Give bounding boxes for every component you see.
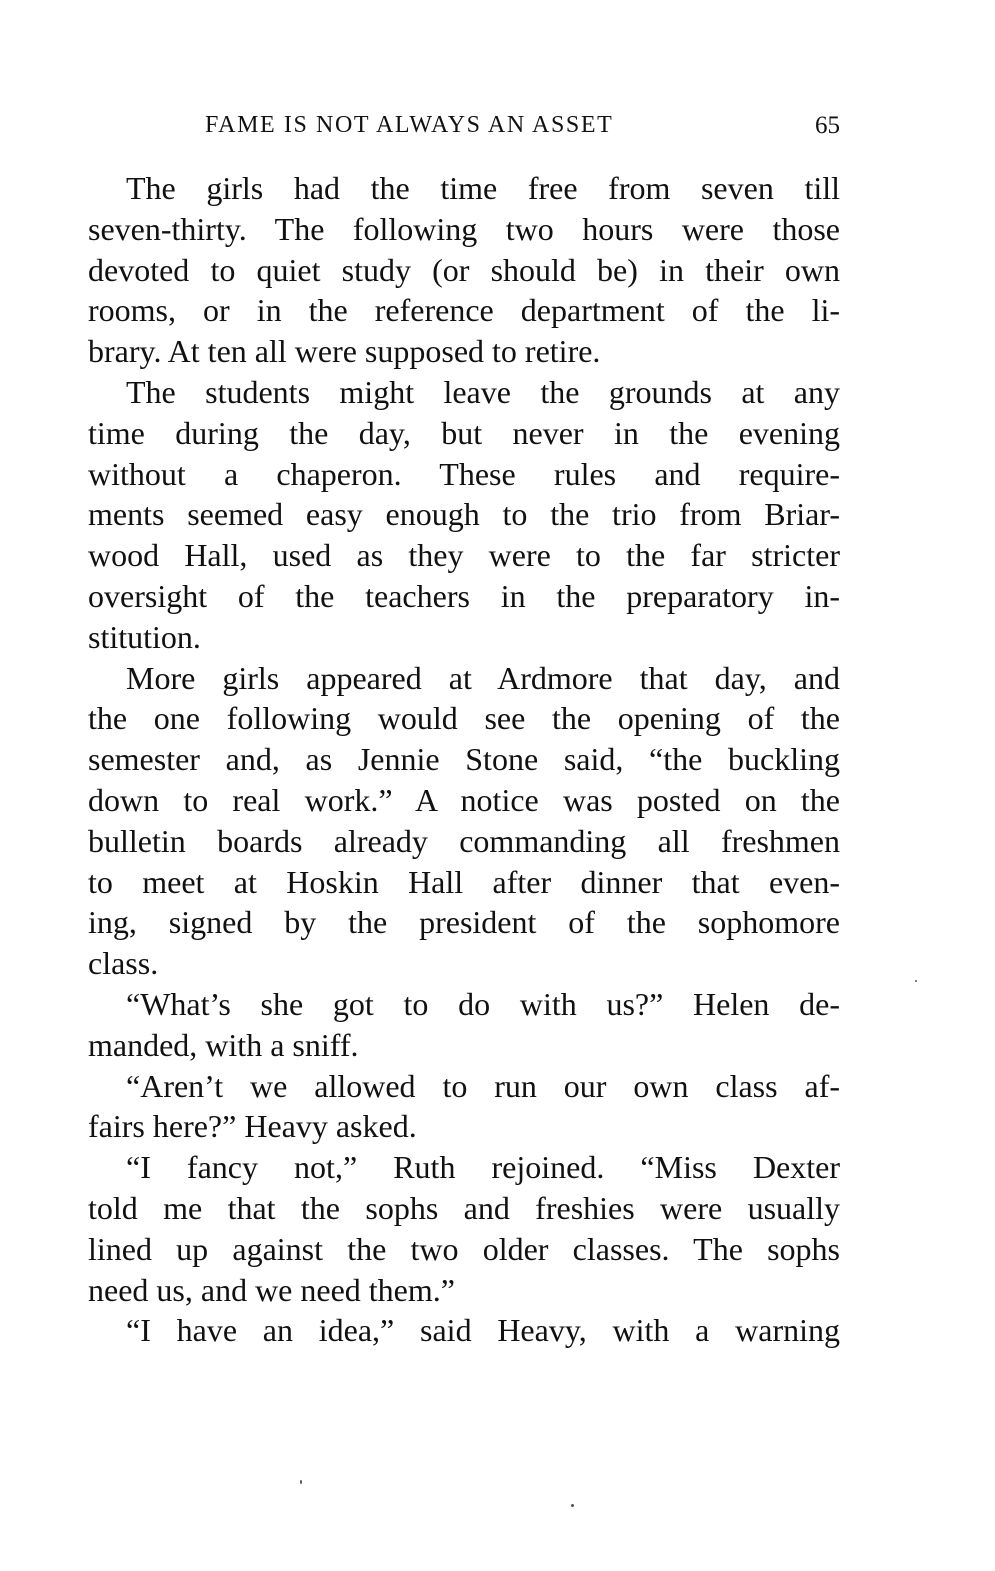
running-header (88, 112, 840, 152)
text-line: More girls appeared at Ardmore that day, and (126, 659, 840, 696)
text-line: ments seemed easy enough to the trio from Briar- (88, 496, 840, 533)
text-line: wood Hall, used as they were to the far stricter (88, 537, 840, 574)
text-line: the one following would see the opening of the (88, 700, 840, 737)
text-line: without a chaperon. These rules and require- (88, 455, 840, 492)
text-line: “What’s she got to do with us?” Helen de- (126, 985, 840, 1022)
text-line: stitution. (88, 618, 201, 655)
text-line: manded, with a sniff. (88, 1026, 359, 1063)
scan-speck (571, 1504, 574, 1507)
text-line: class. (88, 945, 159, 982)
text-line: The students might leave the grounds at any (126, 373, 840, 410)
text-line: ing, signed by the president of the sophomore (88, 904, 840, 941)
text-line: lined up against the two older classes. The sophs (88, 1230, 840, 1267)
text-line: seven-thirty. The following two hours were those (88, 210, 840, 247)
running-title: FAME IS NOT ALWAYS AN ASSET (205, 112, 614, 138)
scan-speck (300, 1480, 302, 1484)
text-line: told me that the sophs and freshies were usually (88, 1189, 840, 1226)
text-line: The girls had the time free from seven till (126, 170, 840, 206)
text-line: to meet at Hoskin Hall after dinner that even- (88, 863, 840, 900)
text-line: semester and, as Jennie Stone said, “the buckling (88, 741, 840, 778)
scan-speck (915, 980, 917, 982)
text-line: “I fancy not,” Ruth rejoined. “Miss Dexter (126, 1149, 840, 1186)
page-number: 65 (815, 112, 840, 139)
text-line: time during the day, but never in the evening (88, 414, 840, 451)
text-line: rooms, or in the reference department of the li- (88, 292, 840, 329)
text-line: need us, and we need them.” (88, 1271, 455, 1308)
text-line: devoted to quiet study (or should be) in their own (88, 251, 840, 288)
text-line: oversight of the teachers in the preparatory in- (88, 577, 840, 614)
body-text (88, 168, 840, 1351)
text-line: “I have an idea,” said Heavy, with a warning (126, 1312, 840, 1349)
text-line: down to real work.” A notice was posted on the (88, 781, 840, 818)
text-line: brary. At ten all were supposed to retire. (88, 333, 601, 370)
text-line: “Aren’t we allowed to run our own class af- (126, 1067, 840, 1104)
text-line: fairs here?” Heavy asked. (88, 1108, 417, 1145)
text-line: bulletin boards already commanding all freshmen (88, 822, 840, 859)
